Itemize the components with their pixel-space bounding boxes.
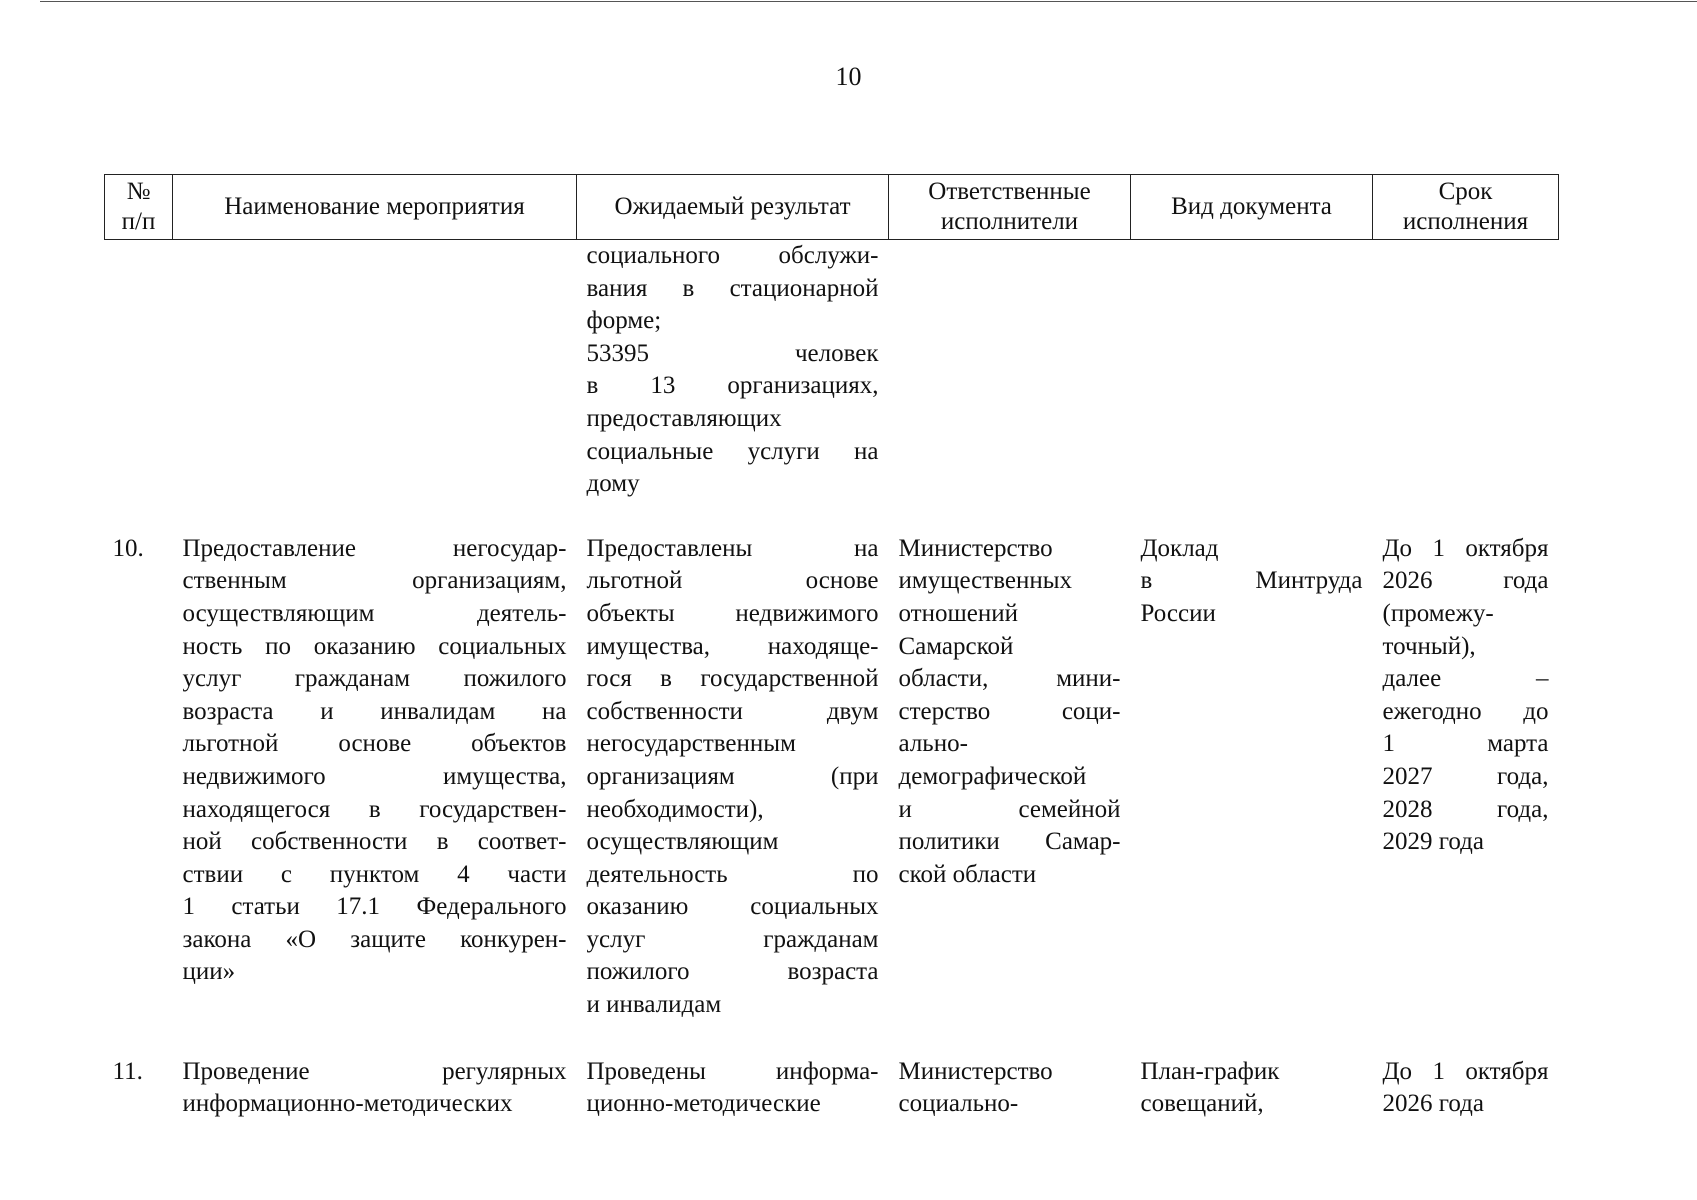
text-line: План-график (1140, 1057, 1280, 1085)
text-line: Предоставлены на (586, 534, 879, 562)
text-line: льготной основе (586, 567, 879, 595)
text-line: находящегося в государствен- (182, 795, 567, 823)
text-line: собственности двум (586, 697, 879, 725)
cell-name (173, 1056, 577, 1121)
text-line: 2026 года (1382, 567, 1549, 595)
text-line: 1 статьи 17.1 Федерального (182, 893, 567, 921)
cell-doc-type (1131, 533, 1373, 1056)
text-line: ционно-методические (586, 1090, 821, 1118)
header-name: Наименование мероприятия (173, 175, 577, 240)
text-line: льготной основе объектов (182, 730, 567, 758)
text-line: Проведены информа- (586, 1057, 879, 1085)
table-row (105, 1056, 1559, 1121)
text-line: закона «О защите конкурен- (182, 925, 567, 953)
text-line: объекты недвижимого (586, 599, 879, 627)
text-line: ежегодно до (1382, 697, 1549, 725)
cell-responsible (889, 240, 1131, 533)
text-line: политики Самар- (898, 828, 1121, 856)
text-line: социального обслужи- (586, 242, 879, 269)
cell-result (577, 240, 889, 533)
text-line: ственным организациям, (182, 567, 567, 595)
text-line: предоставляющих (586, 404, 782, 432)
text-line: далее – (1382, 665, 1549, 693)
top-border-line (40, 1, 1697, 2)
text-line: До 1 октября (1382, 534, 1549, 562)
text-line: демографической (898, 762, 1087, 790)
cell-deadline (1373, 533, 1559, 1056)
text-line: России (1140, 599, 1216, 627)
text-line: информационно-методических (182, 1090, 513, 1118)
text-line: деятельность по (586, 860, 879, 888)
text-line: 53395 человек (586, 339, 879, 367)
text-line: ской области (898, 860, 1037, 888)
header-doc-type: Вид документа (1131, 175, 1373, 240)
text-line: форме; (586, 307, 662, 335)
text-line: совещаний, (1140, 1090, 1264, 1118)
header-num: № п/п (105, 175, 173, 240)
text-line: Доклад (1140, 534, 1219, 562)
text-line: необходимости), (586, 795, 764, 823)
text-line: социально- (898, 1090, 1019, 1118)
cell-result (577, 533, 889, 1056)
text-line: осуществляющим деятель- (182, 599, 567, 627)
text-line: До 1 октября (1382, 1057, 1549, 1085)
cell-name (173, 240, 577, 533)
cell-name (173, 533, 577, 1056)
table-row (105, 240, 1559, 533)
text-line: недвижимого имущества, (182, 762, 567, 790)
text-line: стерство соци- (898, 697, 1121, 725)
text-line: 2027 года, (1382, 762, 1549, 790)
text-line: (промежу- (1382, 599, 1494, 627)
cell-num: 10. (112, 534, 144, 562)
page-number: 10 (835, 62, 862, 91)
text-line: Проведение регулярных (182, 1057, 567, 1085)
cell-num (105, 240, 173, 533)
text-line: услуг гражданам (586, 925, 879, 953)
header-result: Ожидаемый результат (577, 175, 889, 240)
text-line: ность по оказанию социальных (182, 632, 567, 660)
text-line: и семейной (898, 795, 1121, 823)
text-line: 2029 года (1382, 828, 1484, 856)
cell-responsible (889, 1056, 1131, 1121)
text-line: организациям (при (586, 762, 879, 790)
text-line: Самарской (898, 632, 1014, 660)
text-line: пожилого возраста (586, 958, 879, 986)
text-line: имущества, находяще- (586, 632, 879, 660)
text-line: имущественных (898, 567, 1072, 595)
text-line: 1 марта (1382, 730, 1549, 758)
table-header-row (105, 175, 1559, 240)
cell-doc-type (1131, 240, 1373, 533)
text-line: социальные услуги на (586, 437, 879, 465)
text-line: в Минтруда (1140, 567, 1363, 595)
text-line: ной собственности в соответ- (182, 828, 567, 856)
text-line: ции» (182, 958, 236, 986)
text-line: ально- (898, 730, 968, 758)
text-line: и инвалидам (586, 991, 722, 1019)
measures-table (104, 174, 1559, 1121)
text-line: ствии с пунктом 4 части (182, 860, 567, 888)
text-line: осуществляющим (586, 828, 779, 856)
cell-deadline (1373, 240, 1559, 533)
text-line: в 13 организациях, (586, 372, 879, 400)
text-line: дому (586, 470, 640, 498)
header-responsible: Ответственные исполнители (889, 175, 1131, 240)
cell-doc-type (1131, 1056, 1373, 1121)
cell-result (577, 1056, 889, 1121)
text-line: 2028 года, (1382, 795, 1549, 823)
text-line: области, мини- (898, 665, 1121, 693)
cell-deadline (1373, 1056, 1559, 1121)
header-deadline: Срок исполнения (1373, 175, 1559, 240)
text-line: возраста и инвалидам на (182, 697, 567, 725)
cell-num: 11. (112, 1057, 143, 1085)
text-line: Предоставление негосудар- (182, 534, 567, 562)
cell-responsible (889, 533, 1131, 1056)
text-line: гося в государственной (586, 665, 879, 693)
text-line: услуг гражданам пожилого (182, 665, 567, 693)
text-line: оказанию социальных (586, 893, 879, 921)
text-line: негосударственным (586, 730, 796, 758)
text-line: отношений (898, 599, 1018, 627)
text-line: 2026 года (1382, 1090, 1484, 1118)
text-line: Министерство (898, 1057, 1053, 1085)
table-row (105, 533, 1559, 1056)
text-line: Министерство (898, 534, 1053, 562)
text-line: точный), (1382, 632, 1476, 660)
text-line: вания в стационарной (586, 274, 879, 302)
